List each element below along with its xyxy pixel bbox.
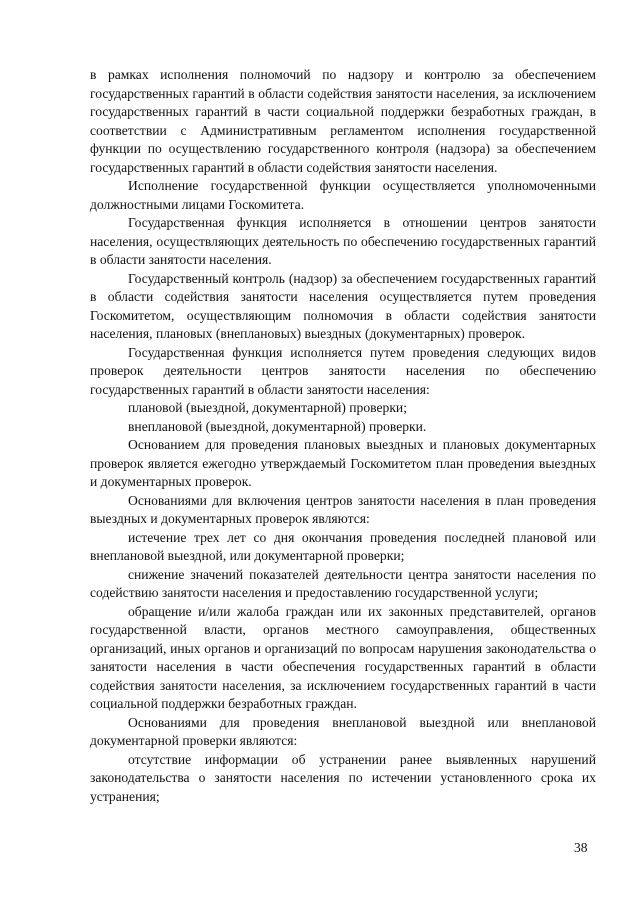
paragraph: Государственный контроль (надзор) за обеспечением государственных гарантий в области содействия занятости населения осуществляется путем проведения Госкомитетом, осуществляющим полномочия в области содействия занятости населения, плановых (внеплановых) выездных (документарных) проверок. (90, 270, 596, 341)
list-item: обращение и/или жалоба граждан или их законных представителей, органов государственной власти, органов местного самоуправления, общественных организаций, иных органов и организаций по вопросам нарушения законодательства о занятости населения в части обеспечения государственных гарантий в области содействия занятости населения, за исключением государственных гарантий в части социальной поддержки безработных граждан. (90, 603, 596, 711)
list-item: отсутствие информации об устранении ранее выявленных нарушений законодательства о занятости населения по истечении установленного срока их устранения; (90, 751, 596, 804)
paragraph: Основаниями для проведения внеплановой выездной или внеплановой документарной проверки являются: (90, 714, 596, 748)
list-item: снижение значений показателей деятельности центра занятости населения по содействию занятости населения и предоставлению государственной услуги; (90, 566, 596, 600)
list-item: внеплановой (выездной, документарной) проверки. (128, 418, 427, 434)
paragraph: в рамках исполнения полномочий по надзору и контролю за обеспечением государственных гарантий в области содействия занятости населения, за исключением государственных гарантий в части социальной поддержки безработных граждан, в соответствии с Административным регламентом исполнения государственной функции по осуществлению государственного контроля (надзора) за обеспечением государственных гарантий в области содействия занятости населения. (90, 67, 596, 175)
paragraph: Основаниями для включения центров занятости населения в план проведения выездных и документарных проверок являются: (90, 492, 596, 526)
paragraph: Государственная функция исполняется путем проведения следующих видов проверок деятельности центров занятости населения по обеспечению государственных гарантий в области занятости населения: (90, 344, 596, 397)
paragraph: Исполнение государственной функции осуществляется уполномоченными должностными лицами Госкомитета. (90, 178, 596, 212)
list-item: плановой (выездной, документарной) проверки; (128, 400, 407, 415)
paragraph: Государственная функция исполняется в отношении центров занятости населения, осуществляющих деятельность по обеспечению государственных гарантий в области занятости населения. (90, 215, 596, 267)
paragraph: Основанием для проведения плановых выездных и плановых документарных проверок является ежегодно утверждаемый Госкомитетом план проведения выездных и документарных проверок. (90, 437, 596, 489)
list-item: истечение трех лет со дня окончания проведения последней плановой или внеплановой выездной, или документарной проверки; (90, 529, 596, 563)
page-number: 38 (574, 840, 588, 855)
body-text (90, 66, 596, 806)
